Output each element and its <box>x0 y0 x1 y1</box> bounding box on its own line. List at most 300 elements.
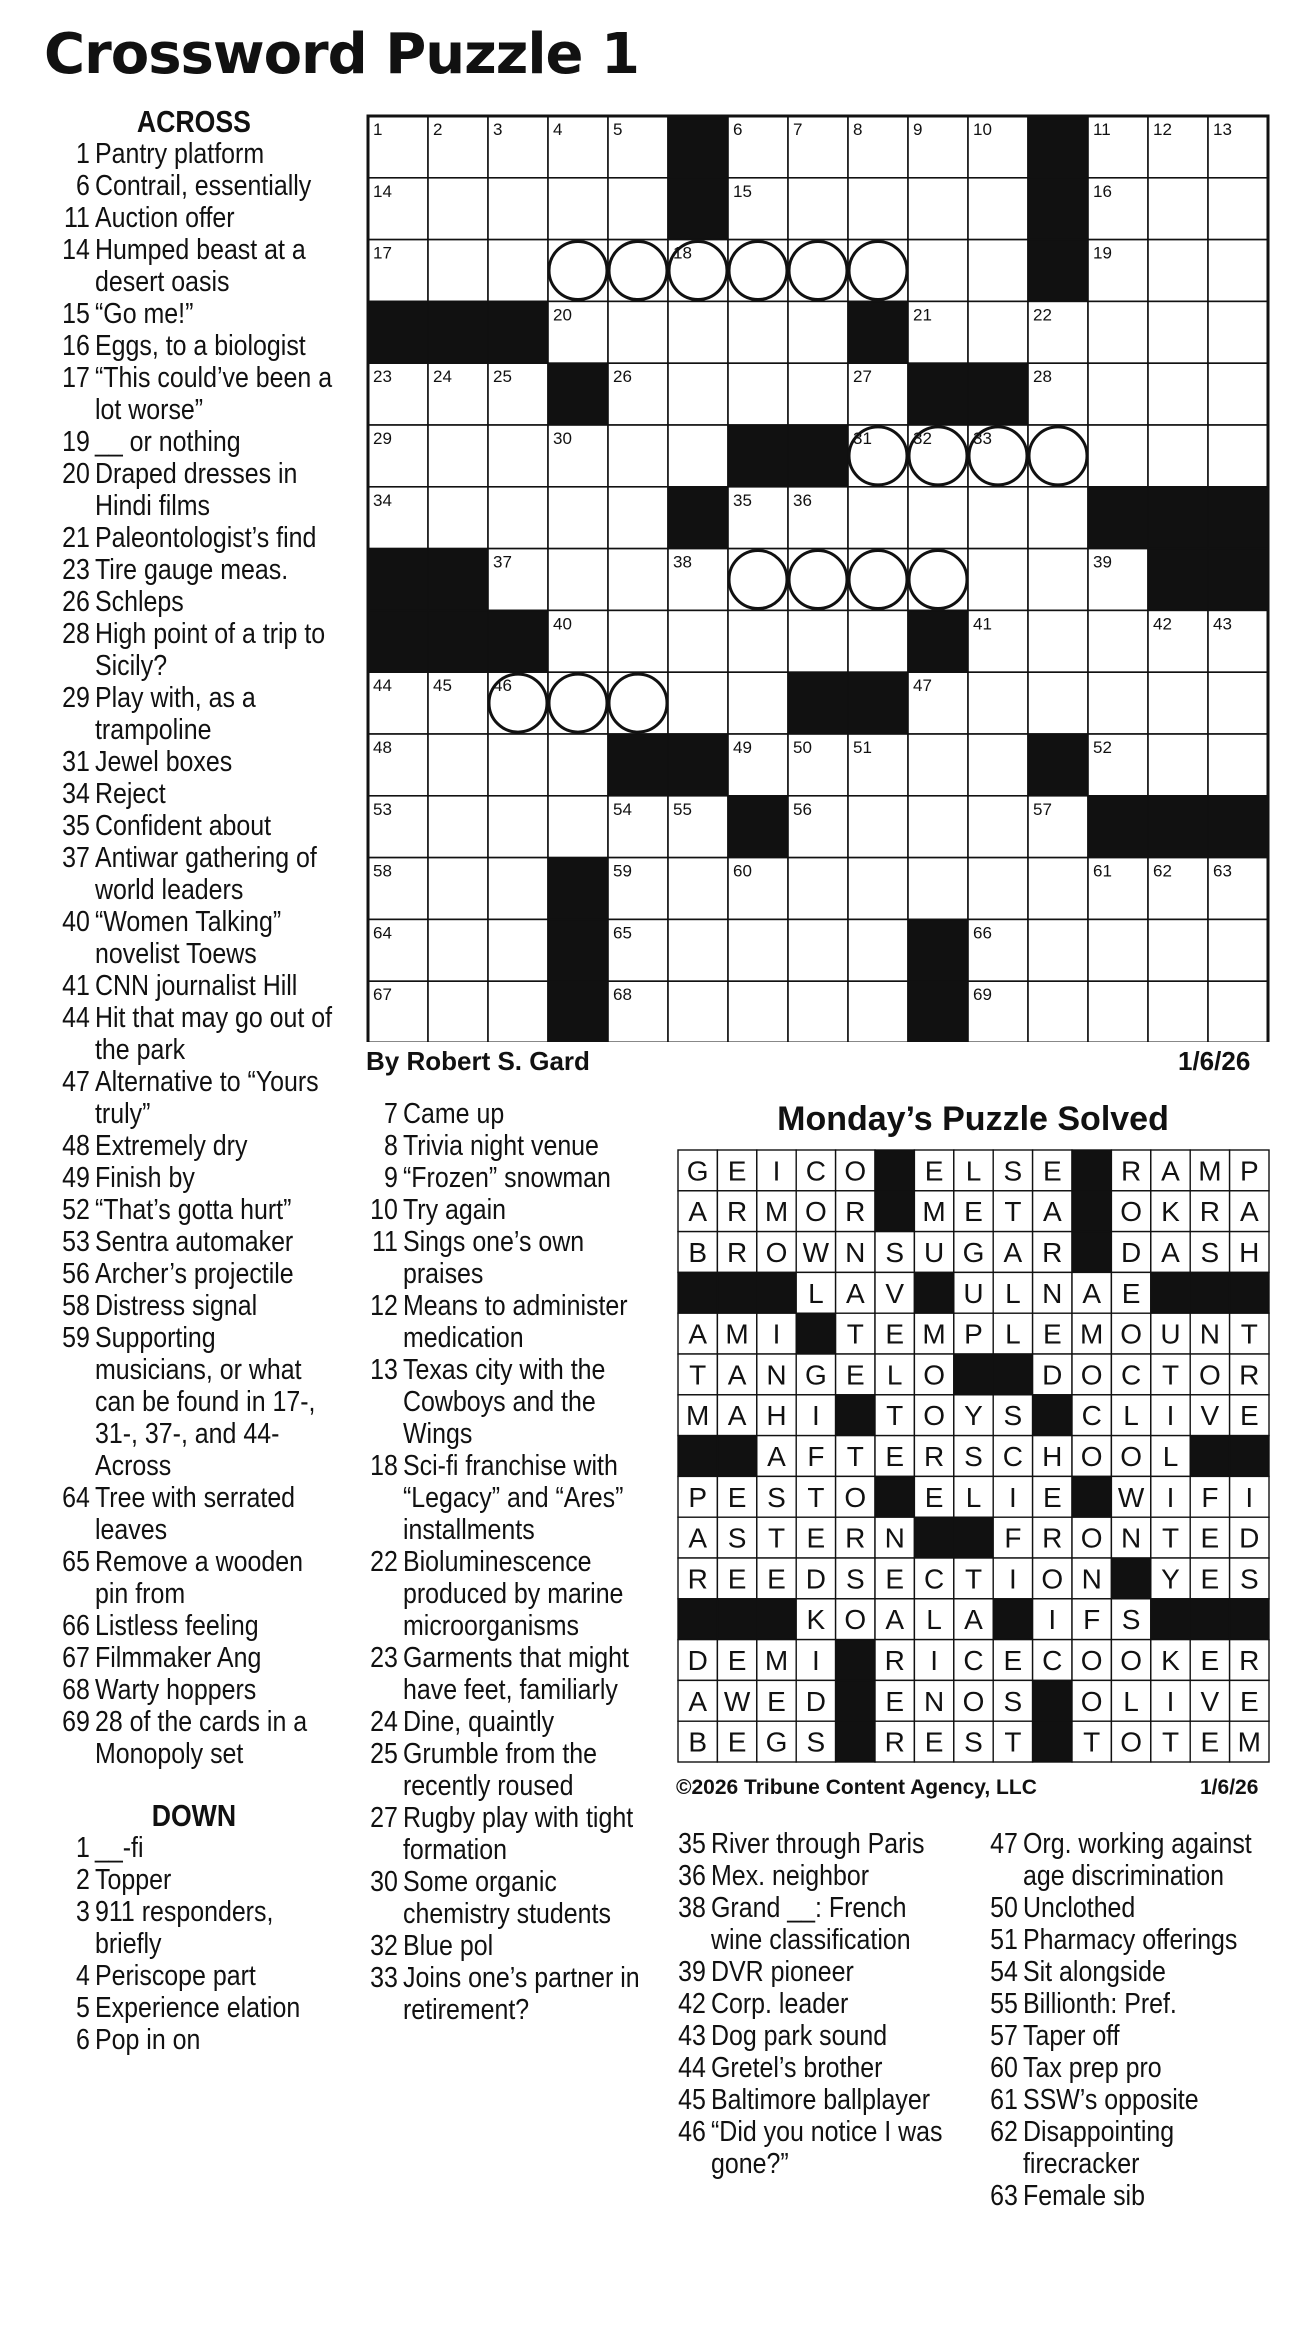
clue-number: 31 <box>62 746 90 778</box>
cell-number: 43 <box>1213 614 1232 634</box>
black-square <box>428 610 488 672</box>
clue-text: Trivia night venue <box>403 1130 599 1162</box>
grid-cell[interactable] <box>608 301 668 363</box>
clue-text: Dog park sound <box>711 2020 888 2052</box>
grid-cell[interactable] <box>848 178 908 240</box>
solution-letter: N <box>884 1522 905 1554</box>
down-clue <box>52 1960 336 1992</box>
grid-cell[interactable] <box>1148 919 1208 981</box>
clue-number: 6 <box>75 2024 90 2056</box>
solution-letter: E <box>885 1318 905 1350</box>
black-square <box>548 363 608 425</box>
clue-text: Tax prep pro <box>1023 2052 1162 2084</box>
grid-cell[interactable] <box>968 178 1028 240</box>
grid-cell[interactable] <box>1088 919 1148 981</box>
grid-cell[interactable] <box>668 919 728 981</box>
black-square <box>1148 549 1208 611</box>
solution-letter: E <box>885 1685 905 1717</box>
cell-number: 47 <box>913 676 932 696</box>
across-clue <box>52 1322 336 1482</box>
clue-number: 41 <box>62 970 90 1002</box>
grid-cell[interactable] <box>668 301 728 363</box>
clue-text: Blue pol <box>403 1930 494 1962</box>
grid-cell[interactable] <box>848 796 908 858</box>
clue-number: 24 <box>370 1706 398 1738</box>
clue-text: Org. working against age discrimination <box>1023 1828 1252 1892</box>
clue-number: 33 <box>370 1962 398 1994</box>
grid-cell[interactable] <box>1028 549 1088 611</box>
grid-cell[interactable] <box>848 487 908 549</box>
grid-cell[interactable] <box>1208 363 1268 425</box>
clue-number: 35 <box>62 810 90 842</box>
grid-cell[interactable] <box>848 858 908 920</box>
cell-number: 30 <box>553 429 572 448</box>
grid-cell[interactable] <box>908 796 968 858</box>
solution-black-square <box>875 1476 914 1517</box>
solution-black-square <box>1072 1232 1111 1273</box>
grid-cell[interactable] <box>488 919 548 981</box>
black-square <box>668 178 728 240</box>
grid-cell[interactable] <box>428 981 488 1042</box>
grid-cell[interactable] <box>608 178 668 240</box>
grid-cell[interactable] <box>968 240 1028 302</box>
clue-text: Topper <box>95 1864 172 1896</box>
cell-number: 12 <box>1153 120 1172 139</box>
solution-black-square <box>1033 1721 1072 1762</box>
cell-number: 48 <box>373 738 392 757</box>
solution-letter: R <box>884 1645 905 1676</box>
solution-letter: O <box>923 1400 945 1432</box>
grid-cell[interactable] <box>848 981 908 1042</box>
grid-cell[interactable] <box>1148 425 1208 487</box>
grid-cell[interactable] <box>1148 734 1208 796</box>
down-clue <box>668 2116 952 2180</box>
down-clue <box>360 1194 652 1226</box>
solution-letter: E <box>1042 1481 1062 1513</box>
solution-letter: U <box>923 1237 945 1268</box>
solution-letter: T <box>1161 1726 1180 1758</box>
grid-cell[interactable] <box>908 240 968 302</box>
grid-cell[interactable] <box>488 178 548 240</box>
grid-cell[interactable] <box>1208 178 1268 240</box>
solution-letter: R <box>845 1196 866 1228</box>
solution-letter: I <box>1245 1481 1254 1513</box>
grid-cell[interactable] <box>788 178 848 240</box>
clue-text: CNN journalist Hill <box>95 970 298 1002</box>
grid-cell[interactable] <box>968 672 1028 734</box>
grid-cell[interactable] <box>908 178 968 240</box>
grid-cell[interactable] <box>788 363 848 425</box>
across-clue <box>52 810 336 842</box>
solution-letter: E <box>1239 1400 1259 1432</box>
grid-cell[interactable] <box>968 301 1028 363</box>
clue-number: 11 <box>63 202 90 234</box>
grid-cell[interactable] <box>548 796 608 858</box>
solution-letter: S <box>1239 1563 1259 1595</box>
down-clue <box>360 1226 652 1290</box>
solution-letter: U <box>963 1277 984 1309</box>
down-clue <box>668 1828 952 1860</box>
grid-cell[interactable] <box>1208 301 1268 363</box>
grid-cell[interactable] <box>428 734 488 796</box>
grid-cell[interactable] <box>1088 610 1148 672</box>
solution-letter: E <box>1200 1726 1220 1758</box>
across-clue <box>52 1546 336 1610</box>
solution-black-square <box>1190 1272 1229 1313</box>
solution-letter: L <box>808 1277 824 1309</box>
cell-number: 64 <box>373 923 392 943</box>
grid-cell[interactable] <box>1208 981 1268 1042</box>
grid-cell[interactable] <box>1088 425 1148 487</box>
clue-number: 1 <box>75 138 90 170</box>
grid-cell[interactable] <box>788 981 848 1042</box>
clue-text: Pharmacy offerings <box>1023 1924 1238 1956</box>
grid-cell[interactable] <box>728 363 788 425</box>
solution-letter: M <box>1198 1155 1222 1187</box>
clue-text: Reject <box>95 778 166 810</box>
clue-text: __-fi <box>95 1832 144 1864</box>
grid-cell[interactable] <box>428 487 488 549</box>
solution-letter: F <box>1083 1604 1101 1636</box>
grid-cell[interactable] <box>488 487 548 549</box>
solution-letter: T <box>1161 1359 1180 1391</box>
grid-cell[interactable] <box>1148 240 1208 302</box>
down-clue <box>980 2116 1264 2180</box>
grid-cell[interactable] <box>1028 858 1088 920</box>
grid-cell[interactable] <box>1148 672 1208 734</box>
clue-number: 16 <box>62 330 90 362</box>
clue-number: 46 <box>678 2116 706 2148</box>
solution-letter: O <box>844 1481 867 1513</box>
clue-number: 14 <box>62 234 90 266</box>
solution-black-square <box>993 1354 1032 1395</box>
cell-number: 27 <box>853 367 872 387</box>
grid-cell[interactable] <box>1088 301 1148 363</box>
clue-number: 65 <box>62 1546 90 1578</box>
solution-letter: N <box>845 1237 866 1268</box>
solution-letter: I <box>772 1318 781 1350</box>
down-clue <box>360 1802 652 1866</box>
grid-cell[interactable] <box>428 796 488 858</box>
crossword-grid[interactable] <box>366 114 1270 1042</box>
cell-number: 18 <box>673 243 692 263</box>
clue-number: 19 <box>62 426 90 458</box>
clue-number: 36 <box>678 1860 706 1892</box>
clue-text: Sings one’s own praises <box>403 1226 585 1290</box>
grid-cell[interactable] <box>728 919 788 981</box>
cell-number: 6 <box>733 120 743 139</box>
solution-letter: I <box>1048 1604 1057 1636</box>
grid-cell[interactable] <box>668 672 728 734</box>
grid-cell[interactable] <box>908 858 968 920</box>
grid-cell[interactable] <box>968 858 1028 920</box>
clue-number: 58 <box>62 1290 90 1322</box>
grid-cell[interactable] <box>428 919 488 981</box>
clue-text: Listless feeling <box>95 1610 259 1642</box>
black-square <box>668 487 728 549</box>
clue-number: 55 <box>990 1988 1018 2020</box>
grid-cell[interactable] <box>548 487 608 549</box>
grid-cell[interactable] <box>908 487 968 549</box>
black-square <box>1028 116 1088 178</box>
solution-black-square <box>678 1272 717 1313</box>
solution-letter: E <box>885 1441 905 1472</box>
solution-letter: S <box>885 1237 905 1268</box>
clue-text: Means to administer medication <box>403 1290 628 1354</box>
grid-cell[interactable] <box>788 858 848 920</box>
clue-number: 25 <box>370 1738 398 1770</box>
grid-cell[interactable] <box>668 981 728 1042</box>
solution-letter: T <box>1240 1318 1258 1350</box>
solution-letter: F <box>1004 1522 1022 1554</box>
solution-letter: D <box>805 1685 827 1717</box>
black-square <box>1148 796 1208 858</box>
clue-text: Contrail, essentially <box>95 170 312 202</box>
solution-letter: A <box>767 1441 786 1472</box>
grid-cell[interactable] <box>968 487 1028 549</box>
down-clue <box>52 1992 336 2024</box>
solution-letter: E <box>1003 1645 1023 1676</box>
grid-cell[interactable] <box>428 240 488 302</box>
across-clue <box>52 1066 336 1130</box>
cell-number: 7 <box>793 120 803 139</box>
grid-cell[interactable] <box>1028 919 1088 981</box>
clue-number: 6 <box>75 170 90 202</box>
down-clue <box>980 1988 1264 2020</box>
across-clue <box>52 1002 336 1066</box>
grid-cell[interactable] <box>848 610 908 672</box>
clue-text: Jewel boxes <box>95 746 233 778</box>
black-square <box>1148 487 1208 549</box>
clue-text: Distress signal <box>95 1290 258 1322</box>
down-clue <box>360 1354 652 1450</box>
cell-number: 67 <box>373 985 392 1005</box>
across-clue <box>52 842 336 906</box>
grid-cell[interactable] <box>968 796 1028 858</box>
grid-cell[interactable] <box>668 425 728 487</box>
solution-letter: A <box>1161 1155 1180 1187</box>
grid-cell[interactable] <box>608 487 668 549</box>
solution-letter: G <box>765 1726 788 1758</box>
solution-black-square <box>678 1599 717 1640</box>
clue-number: 27 <box>370 1802 398 1834</box>
grid-cell[interactable] <box>908 734 968 796</box>
cell-number: 8 <box>853 120 863 139</box>
clue-number: 57 <box>990 2020 1018 2052</box>
grid-cell[interactable] <box>728 610 788 672</box>
clue-text: Periscope part <box>95 1960 256 1992</box>
solution-letter: E <box>727 1645 747 1676</box>
solution-letter: K <box>806 1604 826 1636</box>
clue-number: 59 <box>62 1322 90 1354</box>
grid-cell[interactable] <box>488 240 548 302</box>
black-square <box>668 116 728 178</box>
grid-cell[interactable] <box>968 549 1028 611</box>
clue-number: 20 <box>62 458 90 490</box>
down-clue <box>52 1896 336 1960</box>
cell-number: 38 <box>673 552 692 572</box>
solution-black-square <box>757 1272 796 1313</box>
grid-cell[interactable] <box>728 672 788 734</box>
cell-number: 9 <box>913 120 923 139</box>
solution-letter: A <box>688 1318 708 1350</box>
grid-cell[interactable] <box>1208 425 1268 487</box>
clue-text: Supporting musicians, or what can be found in 17-, 31-, 37-, and 44-Across <box>95 1322 316 1482</box>
grid-cell[interactable] <box>428 858 488 920</box>
grid-cell[interactable] <box>608 549 668 611</box>
solution-letter: S <box>1003 1400 1023 1432</box>
grid-cell[interactable] <box>788 610 848 672</box>
solution-black-square <box>954 1354 993 1395</box>
grid-cell[interactable] <box>728 981 788 1042</box>
clue-text: Mex. neighbor <box>711 1860 870 1892</box>
clue-number: 2 <box>75 1864 90 1896</box>
cell-number: 44 <box>373 676 392 696</box>
grid-cell[interactable] <box>1028 981 1088 1042</box>
grid-cell[interactable] <box>1148 363 1208 425</box>
grid-cell[interactable] <box>968 734 1028 796</box>
grid-cell[interactable] <box>1088 981 1148 1042</box>
grid-cell[interactable] <box>1028 672 1088 734</box>
black-square <box>368 301 428 363</box>
grid-cell[interactable] <box>1088 363 1148 425</box>
solution-letter: V <box>885 1277 905 1309</box>
down-clue <box>360 1706 652 1738</box>
solution-letter: H <box>1239 1237 1260 1268</box>
across-clue <box>52 970 336 1002</box>
clue-number: 5 <box>75 1992 90 2024</box>
grid-cell[interactable] <box>1148 178 1208 240</box>
solution-letter: E <box>767 1563 786 1595</box>
solution-letter: O <box>1080 1441 1103 1472</box>
clue-text: Sit alongside <box>1023 1956 1166 1988</box>
solution-black-square <box>796 1313 835 1354</box>
solution-letter: I <box>1166 1481 1175 1513</box>
solution-black-square <box>1230 1599 1269 1640</box>
down-clue <box>980 2020 1264 2052</box>
cell-number: 37 <box>493 552 512 572</box>
clue-number: 50 <box>990 1892 1018 1924</box>
down-clue <box>980 1892 1264 1924</box>
grid-cell[interactable] <box>788 301 848 363</box>
solution-letter: E <box>964 1196 983 1228</box>
grid-cell[interactable] <box>1208 919 1268 981</box>
black-square <box>848 301 908 363</box>
solution-letter: E <box>806 1522 826 1554</box>
solution-letter: O <box>1080 1645 1103 1676</box>
page-title: Crossword Puzzle 1 <box>44 22 639 87</box>
solution-letter: R <box>923 1441 945 1472</box>
grid-cell[interactable] <box>428 425 488 487</box>
cell-number: 19 <box>1093 243 1112 263</box>
grid-cell[interactable] <box>488 425 548 487</box>
grid-cell[interactable] <box>1208 240 1268 302</box>
grid-cell[interactable] <box>1148 301 1208 363</box>
black-square <box>368 610 428 672</box>
grid-cell[interactable] <box>728 301 788 363</box>
across-clue <box>52 586 336 618</box>
solution-letter: O <box>805 1196 827 1228</box>
solution-letter: T <box>807 1481 825 1513</box>
solution-letter: A <box>1161 1237 1180 1268</box>
grid-cell[interactable] <box>608 610 668 672</box>
clue-number: 45 <box>678 2084 706 2116</box>
solution-letter: I <box>1166 1400 1175 1432</box>
black-square <box>488 301 548 363</box>
across-clue <box>52 458 336 522</box>
clue-number: 67 <box>62 1642 90 1674</box>
grid-cell[interactable] <box>428 178 488 240</box>
clue-text: Billionth: Pref. <box>1023 1988 1177 2020</box>
grid-cell[interactable] <box>1028 487 1088 549</box>
solution-black-square <box>1072 1150 1111 1191</box>
cell-number: 63 <box>1213 861 1232 881</box>
grid-cell[interactable] <box>848 919 908 981</box>
cell-number: 53 <box>373 799 392 819</box>
grid-cell[interactable] <box>488 981 548 1042</box>
down-clue <box>668 2020 952 2052</box>
solution-letter: Y <box>964 1400 983 1432</box>
solution-letter: S <box>1121 1604 1141 1636</box>
cell-number: 57 <box>1033 799 1052 819</box>
solution-letter: N <box>1042 1277 1063 1309</box>
grid-cell[interactable] <box>1208 672 1268 734</box>
grid-cell[interactable] <box>488 734 548 796</box>
down-clue <box>360 1098 652 1130</box>
solution-black-square <box>836 1395 875 1436</box>
grid-cell[interactable] <box>1028 610 1088 672</box>
grid-cell[interactable] <box>1208 734 1268 796</box>
grid-cell[interactable] <box>1148 981 1208 1042</box>
across-clue <box>52 1610 336 1642</box>
grid-cell[interactable] <box>668 858 728 920</box>
clue-text: “Women Talking” novelist Toews <box>95 906 282 970</box>
grid-cell[interactable] <box>608 425 668 487</box>
black-square <box>548 919 608 981</box>
clue-text: “This could’ve been a lot worse” <box>95 362 333 426</box>
solution-letter: T <box>846 1441 864 1472</box>
grid-cell[interactable] <box>548 178 608 240</box>
cell-number: 14 <box>373 181 392 201</box>
grid-cell[interactable] <box>548 734 608 796</box>
solution-letter: E <box>1200 1563 1220 1595</box>
clue-text: Dine, quaintly <box>403 1706 555 1738</box>
across-clue <box>52 746 336 778</box>
solution-letter: N <box>1081 1563 1102 1595</box>
clue-text: Tree with serrated leaves <box>95 1482 296 1546</box>
clue-number: 1 <box>75 1832 90 1864</box>
grid-cell[interactable] <box>668 610 728 672</box>
grid-cell[interactable] <box>668 363 728 425</box>
grid-cell[interactable] <box>1088 672 1148 734</box>
clue-text: Paleontologist’s find <box>95 522 317 554</box>
clue-number: 9 <box>383 1162 398 1194</box>
across-clue <box>52 1162 336 1194</box>
solution-letter: D <box>1042 1359 1063 1391</box>
solution-letter: R <box>1042 1237 1063 1268</box>
grid-cell[interactable] <box>788 919 848 981</box>
grid-cell[interactable] <box>548 549 608 611</box>
clue-number: 61 <box>990 2084 1018 2116</box>
grid-cell[interactable] <box>488 858 548 920</box>
clue-number: 23 <box>370 1642 398 1674</box>
clue-number: 7 <box>383 1098 398 1130</box>
across-clues <box>52 106 336 2056</box>
solution-letter: I <box>1009 1481 1017 1513</box>
solution-letter: T <box>846 1318 864 1350</box>
cell-number: 49 <box>733 738 752 757</box>
grid-cell[interactable] <box>488 796 548 858</box>
